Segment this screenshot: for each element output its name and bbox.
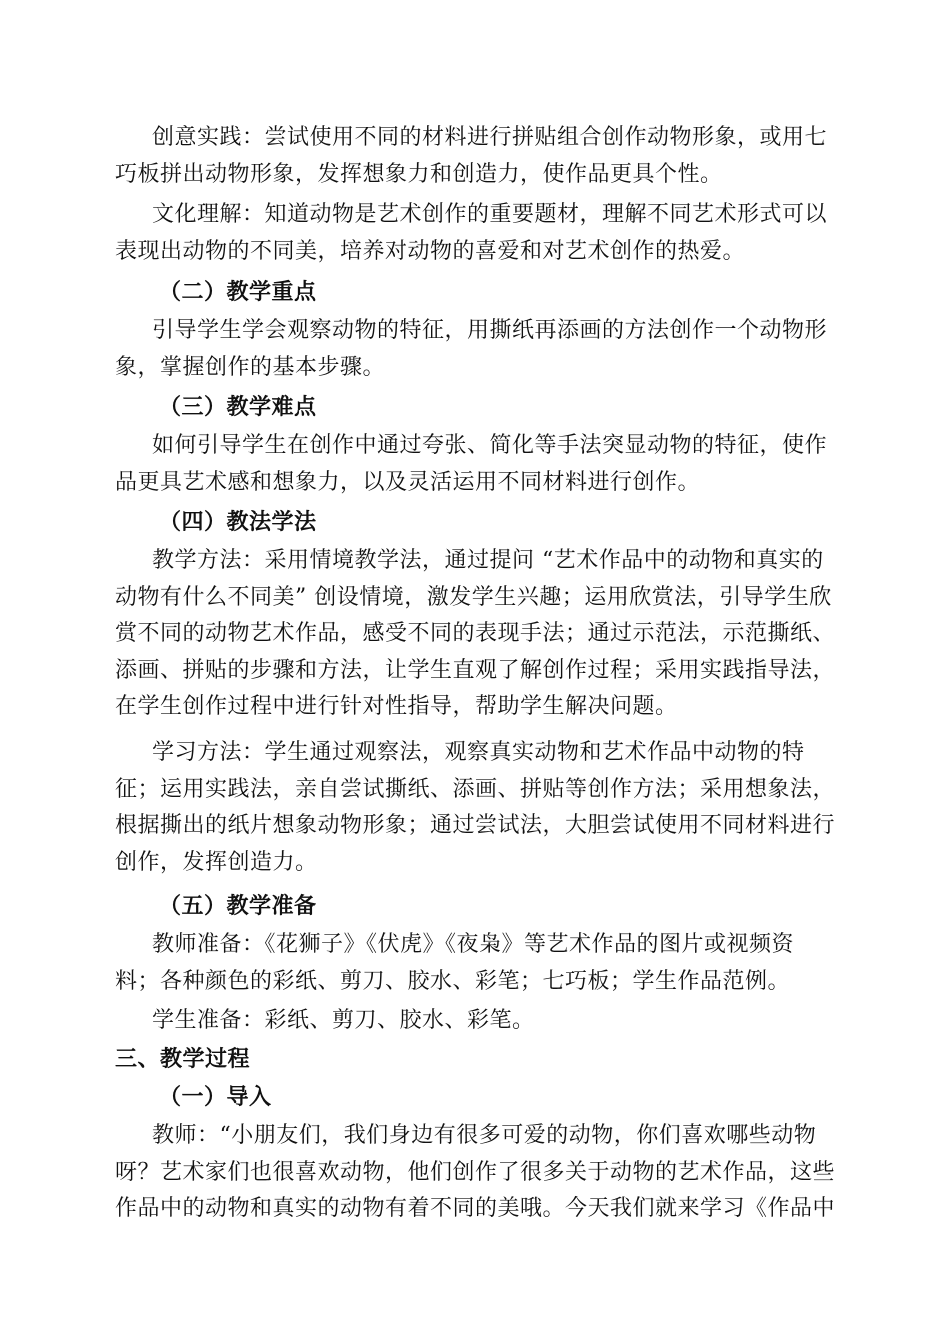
- heading-teaching-difficulties: （三）教学难点: [159, 394, 317, 420]
- paragraph-difficulties: 如何引导学生在创作中通过夸张、简化等手法突显动物的特征，使作品更具艺术感和想象力，以及灵活运用不同材料进行创作。: [115, 433, 828, 495]
- paragraph-teacher-speech: 教师：“小朋友们，我们身边有很多可爱的动物，你们喜欢哪些动物呀？艺术家们也很喜欢动物，他们创作了很多关于动物的艺术作品，这些作品中的动物和真实的动物有着不同的美哦。今天我们就来学习《作品中: [115, 1123, 836, 1221]
- paragraph-teaching-methods: 教学方法：采用情境教学法，通过提问 “艺术作品中的动物和真实的动物有什么不同美” 创设情境，激发学生兴趣；运用欣赏法，引导学生欣赏不同的动物艺术作品，感受不同的表现手法；通过示范法，示范撕纸、添画、拼贴的步骤和方法，让学生直观了解创作过程；采用实践指导法，在学生创作过程中进行针对性指导，帮助学生解决问题。: [115, 548, 836, 719]
- heading-teaching-preparation: （五）教学准备: [159, 893, 317, 919]
- paragraph-learning-methods: 学习方法：学生通过观察法，观察真实动物和艺术作品中动物的特征；运用实践法，亲自尝试撕纸、添画、拼贴等创作方法；采用想象法，根据撕出的纸片想象动物形象；通过尝试法，大胆尝试使用不同材料进行创作，发挥创造力。: [115, 740, 836, 875]
- paragraph-key-points: 引导学生学会观察动物的特征，用撕纸再添画的方法创作一个动物形象，掌握创作的基本步骤。: [115, 318, 828, 380]
- paragraph-teacher-preparation: 教师准备：《花狮子》《伏虎》《夜枭》等艺术作品的图片或视频资料；各种颜色的彩纸、剪刀、胶水、彩笔；七巧板；学生作品范例。: [115, 932, 795, 994]
- paragraph-creative-practice: 创意实践：尝试使用不同的材料进行拼贴组合创作动物形象，或用七巧板拼出动物形象，发挥想象力和创造力，使作品更具个性。: [115, 125, 828, 187]
- paragraph-student-preparation: 学生准备：彩纸、剪刀、胶水、彩笔。: [152, 1008, 535, 1033]
- heading-teaching-methods: （四）教法学法: [159, 509, 317, 535]
- paragraph-cultural-understanding: 文化理解：知道动物是艺术创作的重要题材，理解不同艺术形式可以表现出动物的不同美，培养对动物的喜爱和对艺术创作的热爱。: [115, 202, 828, 264]
- heading-teaching-key-points: （二）教学重点: [159, 279, 317, 305]
- heading-teaching-process: 三、教学过程: [115, 1046, 251, 1072]
- heading-introduction: （一）导入: [159, 1084, 272, 1110]
